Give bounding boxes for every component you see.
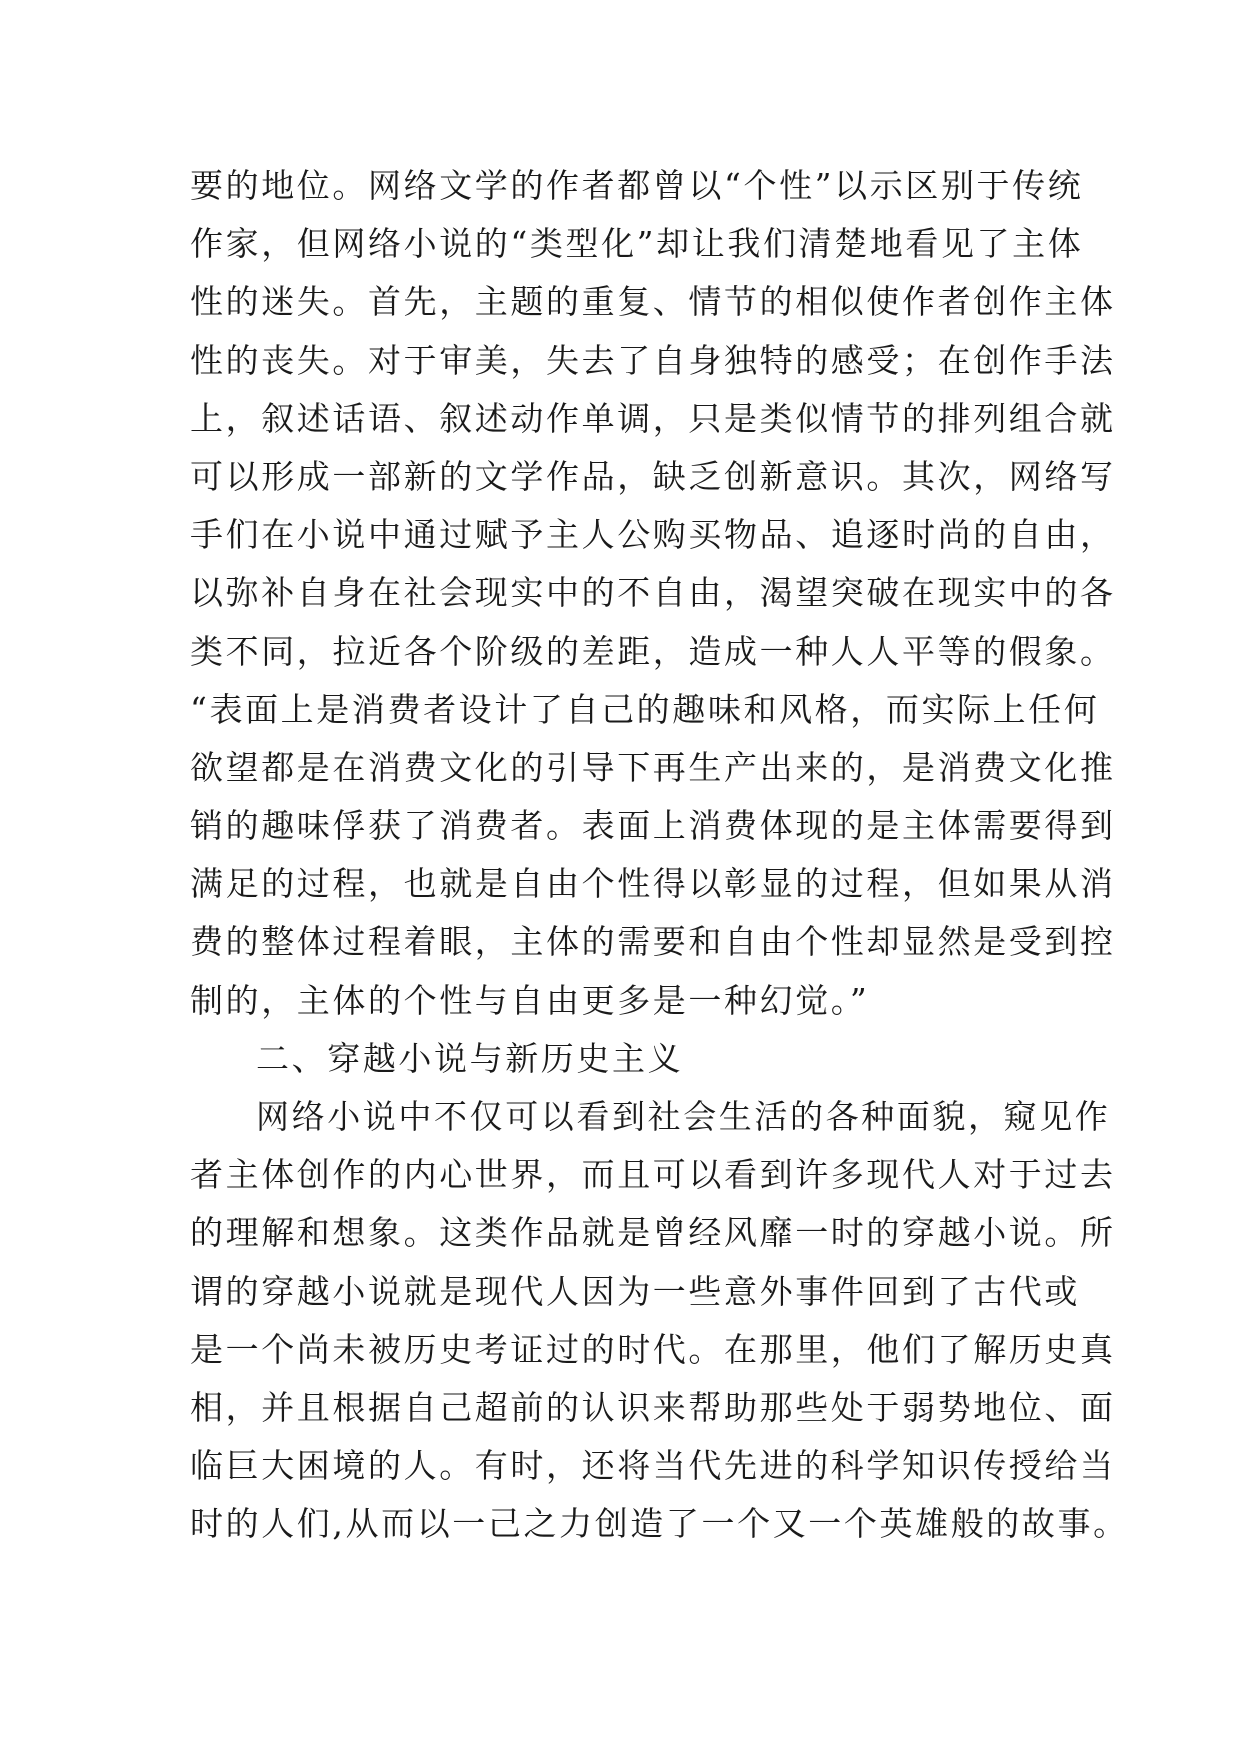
- paragraph-1-line: 可以形成一部新的文学作品，缺乏创新意识。其次，网络写: [190, 456, 1116, 496]
- section-heading: 二、穿越小说与新历史主义: [256, 1038, 684, 1078]
- paragraph-2-line: 网络小说中不仅可以看到社会生活的各种面貌，窥见作: [256, 1097, 1111, 1136]
- paragraph-2-line: 临巨大困境的人。有时，还将当代先进的科学知识传授给当: [190, 1446, 1116, 1486]
- paragraph-1-line: “表面上是消费者设计了自己的趣味和风格，而实际上任何: [190, 689, 1100, 729]
- paragraph-2-line: 是一个尚未被历史考证过的时代。在那里，他们了解历史真: [190, 1329, 1116, 1369]
- paragraph-2-line: 的理解和想象。这类作品就是曾经风靡一时的穿越小说。所: [190, 1213, 1116, 1253]
- body-text: [190, 157, 1129, 1554]
- paragraph-1-line: 手们在小说中通过赋予主人公购买物品、追逐时尚的自由，: [190, 515, 1116, 555]
- paragraph-2-line: 相，并且根据自己超前的认识来帮助那些处于弱势地位、面: [190, 1387, 1116, 1427]
- paragraph-1-line: 类不同，拉近各个阶级的差距，造成一种人人平等的假象。: [190, 631, 1116, 671]
- paragraph-1-line: 上，叙述话语、叙述动作单调，只是类似情节的排列组合就: [190, 398, 1116, 438]
- paragraph-1-line: 销的趣味俘获了消费者。表面上消费体现的是主体需要得到: [190, 806, 1116, 846]
- paragraph-2-line: 谓的穿越小说就是现代人因为一些意外事件回到了古代或: [190, 1271, 1080, 1311]
- paragraph-1-line: 要的地位。网络文学的作者都曾以“个性”以示区别于传统: [190, 166, 1084, 205]
- paragraph-1-line: 欲望都是在消费文化的引导下再生产出来的，是消费文化推: [190, 747, 1116, 787]
- paragraph-1-line: 费的整体过程着眼，主体的需要和自由个性却显然是受到控: [190, 922, 1116, 962]
- paragraph-1-line: 性的迷失。首先，主题的重复、情节的相似使作者创作主体: [190, 282, 1116, 322]
- paragraph-2-line: 时的人们,从而以一己之力创造了一个又一个英雄般的故事。: [190, 1504, 1129, 1544]
- paragraph-1-line: 以弥补自身在社会现实中的不自由，渴望突破在现实中的各: [190, 573, 1116, 613]
- paragraph-1-line: 制的，主体的个性与自由更多是一种幻觉。”: [190, 980, 870, 1020]
- paragraph-2-line: 者主体创作的内心世界，而且可以看到许多现代人对于过去: [190, 1155, 1116, 1195]
- paragraph-1-line: 满足的过程，也就是自由个性得以彰显的过程，但如果从消: [190, 864, 1116, 904]
- paragraph-1-line: 性的丧失。对于审美，失去了自身独特的感受；在创作手法: [190, 340, 1116, 380]
- paragraph-1-line: 作家，但网络小说的“类型化”却让我们清楚地看见了主体: [190, 224, 1084, 264]
